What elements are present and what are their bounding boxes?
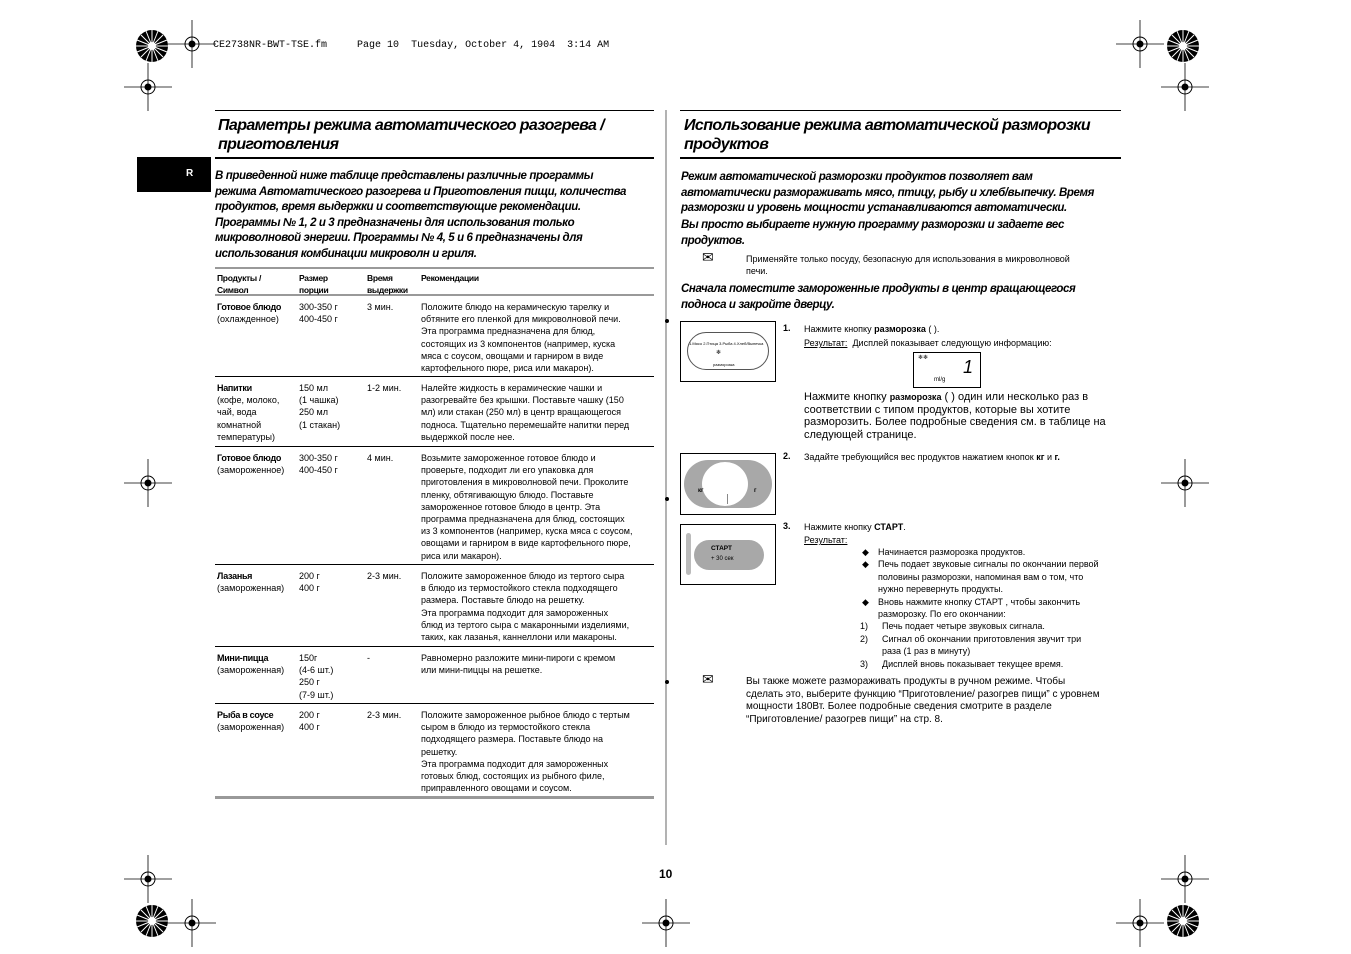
table-row: Мини-пицца (замороженная) 150г (4-6 шт.) 250 г (7-9 шт.) - Равномерно разложите мини-пироги с кремом или мини-пиццы на решетке. [215,647,654,704]
table-row: Готовое блюдо (замороженное) 300-350 г 400-450 г 4 мин. Возьмите замороженное готовое блюдо и проверьте, подходит ли его упаковка для приготовления в микроволновой печи. Проколите пленку, обтягивающую блюдо. Поставьте замороженное готовое блюдо в центр. Эта программа предназначена для блюд, состоящих из 3 компонентов (например, куска мяса с соусом, овощами и гарниром в виде картофельного пюре, риса или макарон). [215,447,654,565]
defrost-panel-image: 1.Мясо 2.Птица 3.Рыба 4.Хлеб/Выпечка ❄ разморозка [680,321,776,382]
step-3-bullets: ◆ Начинается разморозка продуктов. ◆ Печь подает звуковые сигналы по окончании первой половины разморозки, напоминая вам о том, что нужно перевернуть продукты. ◆ Вновь нажмите кнопку СТАРТ , чтобы закончить разморозку. По его окончании: 1) Печь подает четыре звуковых сигнала. 2) Сигнал об окончании приготовления звучит три раза (1 раз в минуту) 3) Дисплей вновь показывает текущее время. [860,547,1099,669]
table-row: Напитки (кофе, молоко, чай, вода комнатной температуры) 150 мл (1 чашка) 250 мл (1 стакан) 1-2 мин. Налейте жидкость в керамические чашки и разогревайте без крышки. Поставьте чашку (150 мл) или стакан (250 мл) в центр вращающегося подноса. Тщательно перемешайте напитки перед выдержкой после нее. [215,377,654,447]
step-1-result: Результат: Дисплей показывает следующую информацию: [804,338,1052,348]
note-manual-defrost: Вы также можете размораживать продукты в ручном режиме. Чтобы сделать это, выберите функцию “Приготовление/ разогрев пищи” с уровнем мощности 180Вт. Более подробные сведения смотрите в разделе “Приготовление/ разогрев пищи” на стр. 8. [746,676,1100,725]
table-row: Готовое блюдо (охлажденное) 300-350 г 400-450 г 3 мин. Положите блюдо на керамическую тарелку и обтяните его пленкой для микроволновой печи. Эта программа предназначена для блюд, состоящих из 3 компонентов (например, куска мяса с соусом, овощами и гарниром в виде картофельного пюре, риса или макарон). [215,296,654,377]
note-icon: ✉ [702,249,714,265]
file-header: CE2738NR-BWT-TSE.fm Page 10 Tuesday, October 4, 1904 3:14 AM [213,40,610,51]
left-title: Параметры режима автоматического разогрева / приготовления [218,117,605,153]
note-utensils: Применяйте только посуду, безопасную для использования в микроволновой печи. [746,254,1070,277]
table-row: Лазанья (замороженная) 200 г 400 г 2-3 мин. Положите замороженное блюдо из тертого сыра в блюдо из термостойкого стекла подходящего размера. Поставьте блюдо на решетку. Эта программа подходит для замороженных блюд из тертого сыра с макаронными изделиями, таких, как лазанья, каннеллони или макароны. [215,565,654,647]
right-intro-2: Вы просто выбираете нужную программу разморозки и задаете вес продуктов. [681,219,1065,247]
left-intro: В приведенной ниже таблице представлены различные программы режима Автоматического разогрева и Приготовления пищи, количества продуктов, время выдержки и соответствующие рекомендации. Программы № 1, 2 и 3 предназначены для использования только микроволновой энергии. Программы № 4, 5 и 6 предназначены для использования комбинации микроволн и гриля. [215,170,626,260]
step-2-number: 2. [783,451,791,461]
table-header: Продукты / Символ Размер порции Время выдержки Рекомендации [215,267,654,296]
language-tab: R [137,157,211,192]
page-number: 10 [659,867,673,881]
note-icon-2: ✉ [702,671,714,687]
step-1-text: Нажмите кнопку разморозка ( ). [804,324,940,334]
step-3-text: Нажмите кнопку СТАРТ. [804,522,906,532]
step-2-text: Задайте требующийся вес продуктов нажатием кнопок кг и г. [804,452,1060,462]
step-1-number: 1. [783,323,791,333]
table-row: Рыба в соусе (замороженная) 200 г 400 г 2-3 мин. Положите замороженное рыбное блюдо с тертым сыром в блюдо из термостойкого стекла подходящего размера. Поставьте блюдо на решетку. Эта программа подходит для замороженных готовых блюд, состоящих из рыбного филе, приправленного овощами и соусом. [215,704,654,799]
programs-table [215,267,654,799]
right-intro: Режим автоматической разморозки продуктов позволяет вам автоматически размораживать мясо, птицу, рыбу и хлеб/выпечку. Время разморозки и уровень мощности устанавливаются автоматически. [681,171,1095,214]
step-3-number: 3. [783,521,791,531]
weight-panel-image: кг г [680,453,776,515]
start-panel-image: СТАРТ + 30 сек [680,524,776,585]
snowflake-icon: ❄ [716,350,722,356]
step-1-more: Нажмите кнопку разморозка ( ) один или несколько раз в соответствии с типом продуктов, которые вы хотите разморозить. Более подробные сведения см. в таблице на следующей странице. [804,391,1106,441]
display-image: ❄❄ 1 ml/g [913,352,981,388]
step-3-result-label: Результат: [804,535,848,545]
right-title: Использование режима автоматической разморозки продуктов [684,117,1090,153]
right-intro-3: Сначала поместите замороженные продукты в центр вращающегося подноса и закройте дверцу. [681,283,1076,311]
